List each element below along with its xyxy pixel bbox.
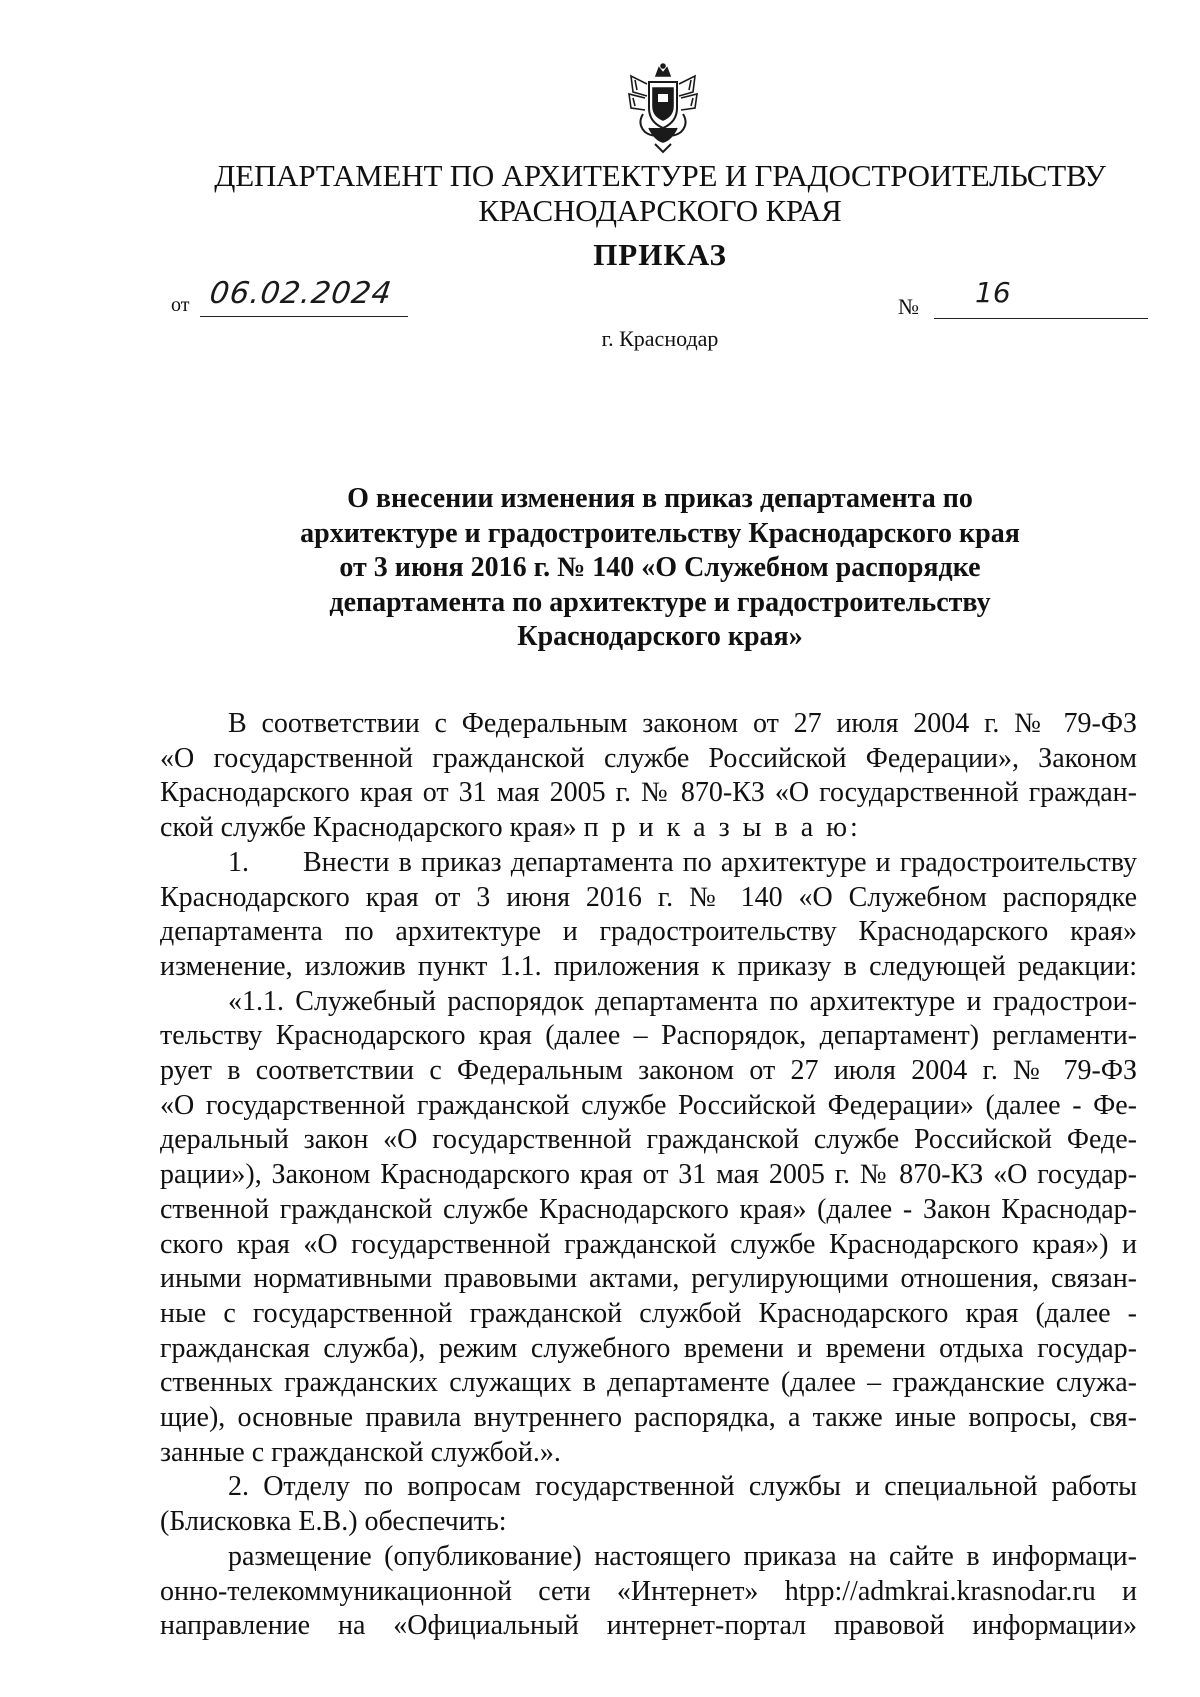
title-line: департамента по архитектуре и градостроительству xyxy=(329,586,991,618)
body-line xyxy=(160,846,1137,881)
date-label: от xyxy=(171,294,190,316)
body-line: гражданская служба), режим служебного времени и времени отдыха государ- xyxy=(160,1332,1137,1364)
body-line: тельству Краснодарского края (далее – Распорядок, департамент) регламенти- xyxy=(160,1020,1137,1052)
body-line: «О государственной гражданской службе Российской Федерации», Законом xyxy=(160,742,1137,774)
document-title xyxy=(200,482,1120,655)
body-line: иными нормативными правовыми актами, регулирующими отношения, связан- xyxy=(160,1263,1137,1295)
title-line: Краснодарского края» xyxy=(517,621,803,653)
body-line xyxy=(160,811,1137,846)
number-label: № xyxy=(898,294,919,319)
body-line: рации»), Законом Краснодарского края от 31 мая 2005 г. № 870-КЗ «О государ- xyxy=(160,1159,1137,1191)
date-value: 06.02.2024 xyxy=(207,276,395,311)
body-line: Краснодарского края от 31 мая 2005 г. № 870-КЗ «О государственной граждан- xyxy=(160,777,1137,809)
body-text: Внести в приказ департамента по архитектуре и градостроительству xyxy=(303,846,1137,878)
body-line: изменение, изложив пункт 1.1. приложения к приказу в следующей редакции: xyxy=(160,950,1137,982)
item-number: 1. xyxy=(228,846,249,878)
title-line: архитектуре и градостроительству Краснодарского края xyxy=(300,517,1020,549)
body-line: ственных гражданских служащих в департаменте (далее – гражданские служа- xyxy=(160,1367,1137,1399)
krasnodar-coat-of-arms-icon xyxy=(625,62,701,154)
body-line: Краснодарского края от 3 июня 2016 г. № 140 «О Служебном распорядке xyxy=(160,881,1137,913)
number-value: 16 xyxy=(975,276,1011,309)
date-underline xyxy=(200,316,408,317)
body-line: «1.1. Служебный распорядок департамента по архитектуре и градострои- xyxy=(228,985,1137,1017)
body-line: размещение (опубликование) настоящего приказа на сайте в информаци- xyxy=(228,1540,1137,1572)
body-line: (Блисковка Е.В.) обеспечить: xyxy=(160,1506,507,1538)
city: г. Краснодар xyxy=(601,326,719,351)
body-line: онно-телекоммуникационной сети «Интернет» htpp://admkrai.krasnodar.ru и xyxy=(160,1575,1137,1607)
document-body xyxy=(160,707,1137,1644)
body-line: ского края «О государственной гражданской службе Краснодарского края») и xyxy=(160,1228,1137,1260)
body-line: деральный закон «О государственной гражданской службе Российской Феде- xyxy=(160,1124,1137,1156)
body-line: «О государственной гражданской службе Российской Федерации» (далее - Фе- xyxy=(160,1089,1137,1121)
title-line: от 3 июня 2016 г. № 140 «О Служебном распорядке xyxy=(339,552,981,584)
body-line: ные с государственной гражданской службой Краснодарского края (далее - xyxy=(160,1297,1137,1329)
organization-name-line2: КРАСНОДАРСКОГО КРАЯ xyxy=(478,193,842,228)
body-text: ской службе Краснодарского края» xyxy=(160,812,577,844)
body-line: занные с гражданской службой.». xyxy=(160,1436,561,1468)
body-line: В соответствии с Федеральным законом от 27 июля 2004 г. № 79-ФЗ xyxy=(228,708,1137,739)
body-line: департамента по архитектуре и градостроительству Краснодарского края» xyxy=(160,916,1137,948)
document-type: ПРИКАЗ xyxy=(593,237,727,272)
body-line: щие), основные правила внутреннего распорядка, а также иные вопросы, свя- xyxy=(160,1402,1137,1434)
title-line: О внесении изменения в приказ департамента по xyxy=(347,483,973,514)
order-word: п р и к а з ы в а ю: xyxy=(583,812,861,844)
organization-name-line1: ДЕПАРТАМЕНТ ПО АРХИТЕКТУРЕ И ГРАДОСТРОИТЕЛЬСТВУ xyxy=(214,158,1106,193)
body-line: 2. Отделу по вопросам государственной службы и специальной работы xyxy=(228,1471,1137,1503)
body-line: направление на «Официальный интернет-портал правовой информации» xyxy=(160,1610,1137,1642)
number-underline xyxy=(934,318,1148,319)
body-line: рует в соответствии с Федеральным законом от 27 июля 2004 г. № 79-ФЗ xyxy=(160,1055,1137,1087)
body-line: ственной гражданской службе Краснодарского края» (далее - Закон Краснодар- xyxy=(160,1193,1137,1225)
